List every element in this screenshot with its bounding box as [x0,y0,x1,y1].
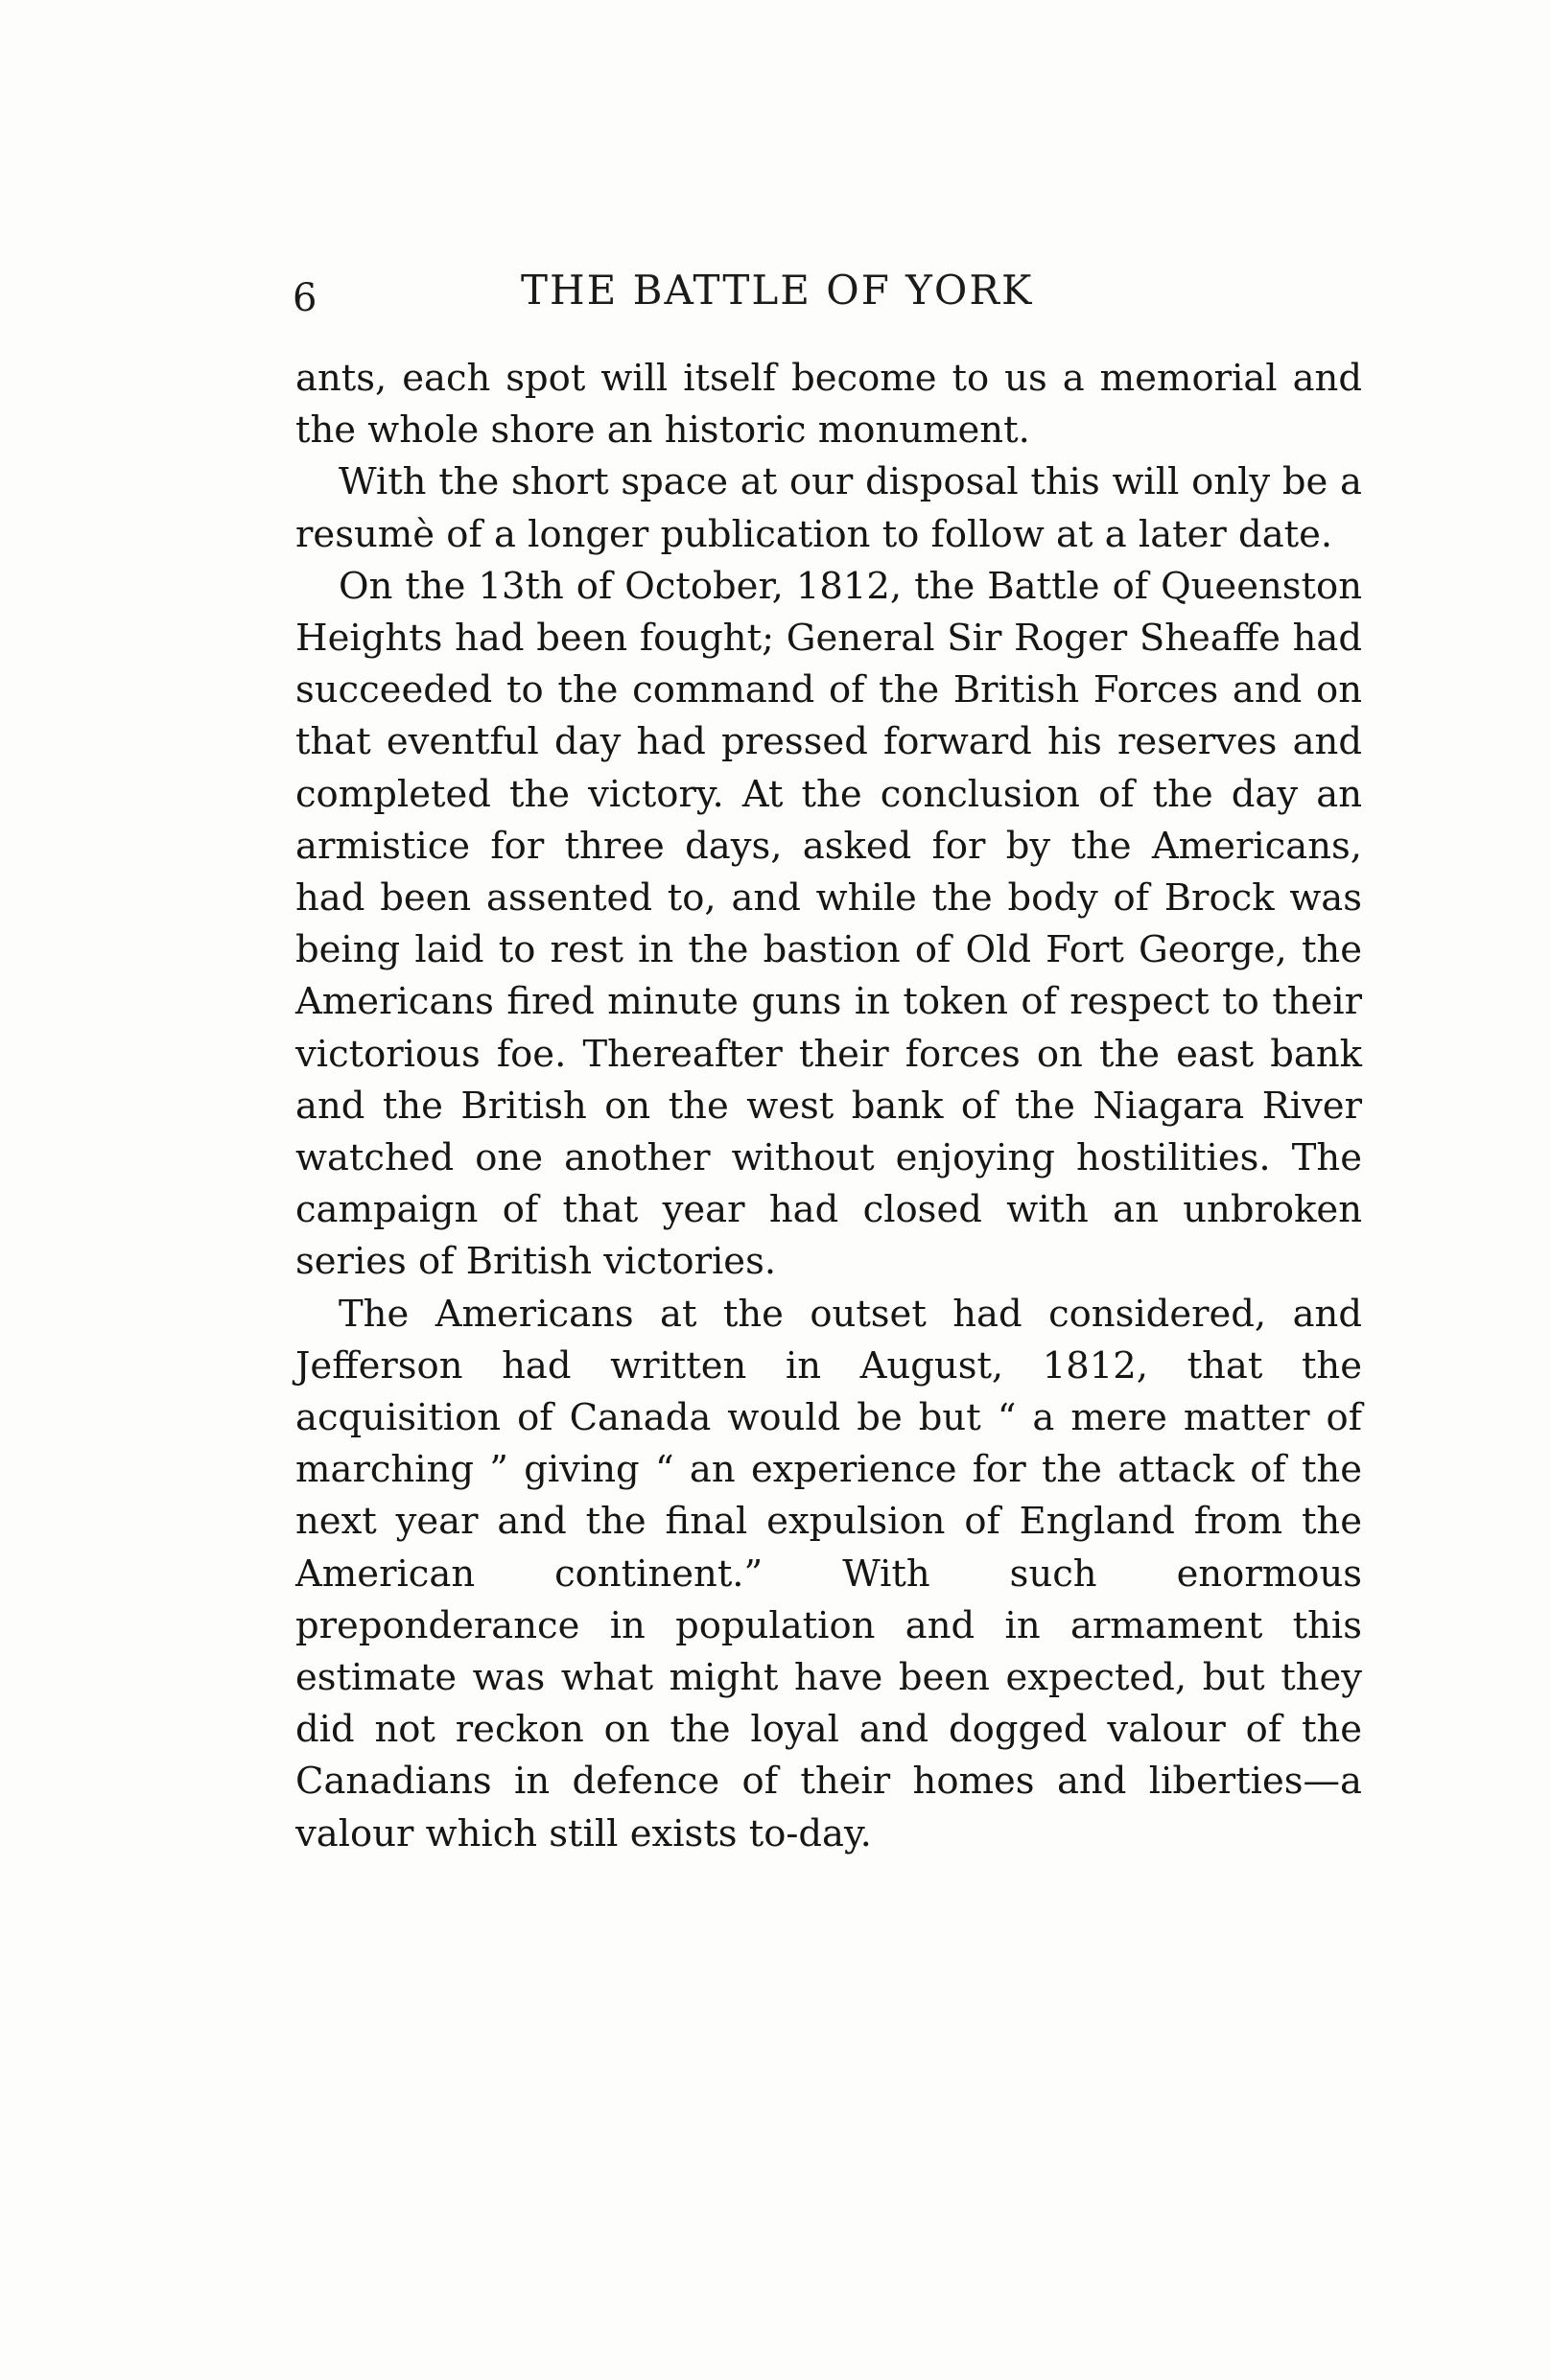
paragraph-jefferson: The Americans at the outset had considered, and Jefferson had written in August, 1812, that the acquisition of Canada would be but “ a mere matter of marching ” giving “ an experience for the attack of the next year and the final expulsion of England from the American continent.” With such enormous preponderance in population and in armament this estimate was what might have been expected, but they did not reckon on the loyal and dogged valour of the Canadians in defence of their homes and liberties—a valour which still exists to-day. [295,1292,1362,1855]
running-head [293,267,1328,334]
paragraph-resume-note: With the short space at our disposal this will only be a resumè of a longer publication to follow at a later date. [295,460,1362,556]
paragraph-continuation: ants, each spot will itself become to us a memorial and the whole shore an historic monument. [295,357,1362,453]
page-number: 6 [293,276,317,320]
paragraph-queenston-heights: On the 13th of October, 1812, the Battle of Queenston Heights had been fought; General Sir Roger Sheaffe had succeeded to the command of the British Forces and on that eventful day had pressed forward his reserves and completed the victory. At the conclusion of the day an armistice for three days, asked for by the Americans, had been assented to, and while the body of Brock was being laid to rest in the bastion of Old Fort George, the Americans fired minute guns in token of respect to their victorious foe. Thereafter their forces on the east bank and the British on the west bank of the Niagara River watched one another without enjoying hostilities. The campaign of that year had closed with an unbroken series of British victories. [295,564,1362,1284]
running-title: THE BATTLE OF YORK [521,267,1034,314]
body-text [295,353,1362,1860]
